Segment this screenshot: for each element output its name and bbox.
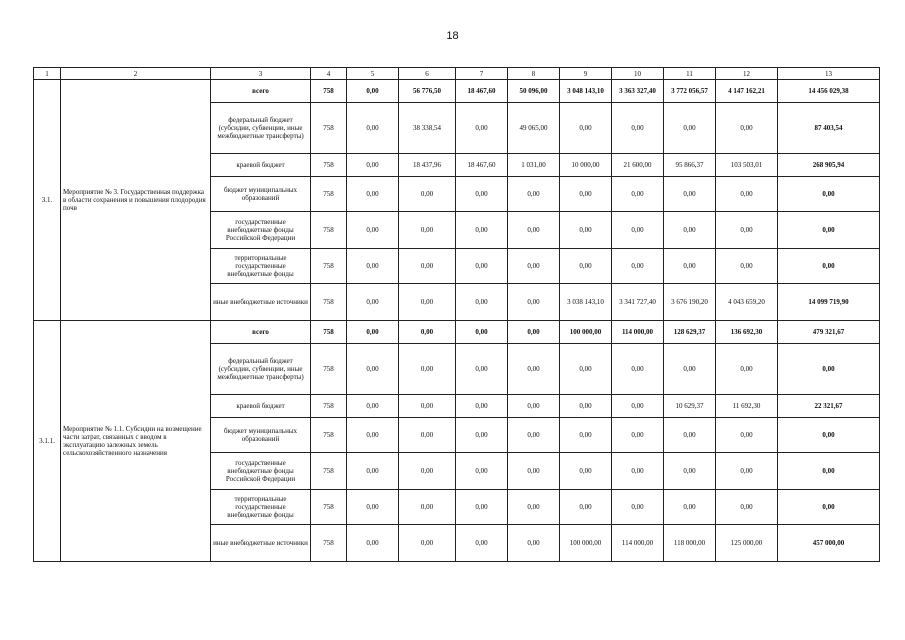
value-cell: 0,00 bbox=[560, 249, 612, 284]
value-cell: 1 031,00 bbox=[508, 154, 560, 177]
value-cell: 0,00 bbox=[347, 453, 399, 490]
total-cell: 22 321,67 bbox=[778, 395, 880, 418]
value-cell: 0,00 bbox=[399, 418, 456, 453]
value-cell: 0,00 bbox=[399, 395, 456, 418]
value-cell: 0,00 bbox=[508, 395, 560, 418]
budget-code: 758 bbox=[311, 80, 347, 103]
value-cell: 125 000,00 bbox=[716, 525, 778, 562]
funding-source: федеральный бюджет (субсидии, субвенции, иные межбюджетные трансферты) bbox=[211, 344, 311, 395]
value-cell: 18 467,60 bbox=[456, 80, 508, 103]
value-cell: 0,00 bbox=[508, 525, 560, 562]
value-cell: 0,00 bbox=[560, 177, 612, 212]
column-header: 8 bbox=[508, 68, 560, 80]
value-cell: 0,00 bbox=[347, 249, 399, 284]
column-header: 5 bbox=[347, 68, 399, 80]
value-cell: 3 772 056,57 bbox=[664, 80, 716, 103]
column-header: 3 bbox=[211, 68, 311, 80]
table-row bbox=[34, 321, 880, 344]
value-cell: 0,00 bbox=[664, 103, 716, 154]
value-cell: 0,00 bbox=[716, 103, 778, 154]
section-number: 3.1.1. bbox=[34, 321, 61, 562]
value-cell: 0,00 bbox=[508, 249, 560, 284]
funding-source: государственные внебюджетные фонды Российской Федерации bbox=[211, 212, 311, 249]
column-header: 7 bbox=[456, 68, 508, 80]
budget-code: 758 bbox=[311, 177, 347, 212]
funding-source: иные внебюджетные источники bbox=[211, 525, 311, 562]
column-header: 9 bbox=[560, 68, 612, 80]
value-cell: 0,00 bbox=[560, 418, 612, 453]
value-cell: 0,00 bbox=[399, 249, 456, 284]
total-cell: 0,00 bbox=[778, 249, 880, 284]
value-cell: 0,00 bbox=[560, 490, 612, 525]
value-cell: 0,00 bbox=[347, 321, 399, 344]
budget-code: 758 bbox=[311, 344, 347, 395]
value-cell: 0,00 bbox=[508, 177, 560, 212]
value-cell: 0,00 bbox=[399, 284, 456, 321]
value-cell: 11 692,30 bbox=[716, 395, 778, 418]
value-cell: 0,00 bbox=[347, 177, 399, 212]
budget-code: 758 bbox=[311, 490, 347, 525]
value-cell: 21 600,00 bbox=[612, 154, 664, 177]
value-cell: 95 866,37 bbox=[664, 154, 716, 177]
value-cell: 0,00 bbox=[399, 212, 456, 249]
funding-source: территориальные государственные внебюджетные фонды bbox=[211, 249, 311, 284]
value-cell: 0,00 bbox=[716, 344, 778, 395]
value-cell: 0,00 bbox=[716, 249, 778, 284]
value-cell: 18 437,96 bbox=[399, 154, 456, 177]
budget-code: 758 bbox=[311, 103, 347, 154]
value-cell: 0,00 bbox=[560, 212, 612, 249]
value-cell: 0,00 bbox=[664, 453, 716, 490]
funding-source: краевой бюджет bbox=[211, 395, 311, 418]
value-cell: 0,00 bbox=[716, 177, 778, 212]
value-cell: 0,00 bbox=[456, 344, 508, 395]
value-cell: 0,00 bbox=[347, 490, 399, 525]
total-cell: 479 321,67 bbox=[778, 321, 880, 344]
funding-source: территориальные государственные внебюджетные фонды bbox=[211, 490, 311, 525]
value-cell: 0,00 bbox=[508, 284, 560, 321]
total-cell: 0,00 bbox=[778, 453, 880, 490]
value-cell: 0,00 bbox=[664, 177, 716, 212]
section-name: Мероприятие № 3. Государственная поддержка в области сохранения и повышения плодородия почв bbox=[61, 80, 211, 321]
funding-source: иные внебюджетные источники bbox=[211, 284, 311, 321]
budget-code: 758 bbox=[311, 418, 347, 453]
section-name: Мероприятие № 1.1. Субсидии на возмещение части затрат, связанных с вводом в эксплуатацию залежных земель сельскохозяйственного назначения bbox=[61, 321, 211, 562]
column-header: 1 bbox=[34, 68, 61, 80]
table-row bbox=[34, 80, 880, 103]
value-cell: 0,00 bbox=[399, 453, 456, 490]
value-cell: 0,00 bbox=[716, 418, 778, 453]
value-cell: 0,00 bbox=[508, 490, 560, 525]
column-header: 12 bbox=[716, 68, 778, 80]
total-cell: 0,00 bbox=[778, 212, 880, 249]
funding-source: краевой бюджет bbox=[211, 154, 311, 177]
value-cell: 114 000,00 bbox=[612, 321, 664, 344]
value-cell: 0,00 bbox=[612, 344, 664, 395]
value-cell: 0,00 bbox=[716, 490, 778, 525]
value-cell: 0,00 bbox=[612, 212, 664, 249]
value-cell: 0,00 bbox=[508, 212, 560, 249]
total-cell: 87 403,54 bbox=[778, 103, 880, 154]
value-cell: 0,00 bbox=[347, 284, 399, 321]
value-cell: 0,00 bbox=[399, 321, 456, 344]
value-cell: 0,00 bbox=[664, 249, 716, 284]
value-cell: 10 000,00 bbox=[560, 154, 612, 177]
budget-code: 758 bbox=[311, 525, 347, 562]
value-cell: 0,00 bbox=[347, 212, 399, 249]
funding-source: государственные внебюджетные фонды Российской Федерации bbox=[211, 453, 311, 490]
value-cell: 0,00 bbox=[347, 80, 399, 103]
value-cell: 0,00 bbox=[612, 418, 664, 453]
value-cell: 0,00 bbox=[347, 395, 399, 418]
value-cell: 0,00 bbox=[347, 154, 399, 177]
total-cell: 14 456 029,38 bbox=[778, 80, 880, 103]
value-cell: 0,00 bbox=[456, 525, 508, 562]
funding-source: федеральный бюджет (субсидии, субвенции, иные межбюджетные трансферты) bbox=[211, 103, 311, 154]
value-cell: 0,00 bbox=[456, 177, 508, 212]
column-header: 11 bbox=[664, 68, 716, 80]
funding-source: всего bbox=[211, 321, 311, 344]
value-cell: 0,00 bbox=[612, 453, 664, 490]
value-cell: 0,00 bbox=[664, 490, 716, 525]
total-cell: 0,00 bbox=[778, 344, 880, 395]
value-cell: 0,00 bbox=[456, 395, 508, 418]
section-number: 3.1. bbox=[34, 80, 61, 321]
value-cell: 0,00 bbox=[456, 249, 508, 284]
value-cell: 0,00 bbox=[508, 321, 560, 344]
value-cell: 0,00 bbox=[456, 418, 508, 453]
total-cell: 0,00 bbox=[778, 177, 880, 212]
column-header: 10 bbox=[612, 68, 664, 80]
value-cell: 0,00 bbox=[399, 525, 456, 562]
budget-code: 758 bbox=[311, 212, 347, 249]
column-header: 13 bbox=[778, 68, 880, 80]
value-cell: 136 692,30 bbox=[716, 321, 778, 344]
funding-source: бюджет муниципальных образований bbox=[211, 177, 311, 212]
value-cell: 56 776,50 bbox=[399, 80, 456, 103]
value-cell: 103 503,01 bbox=[716, 154, 778, 177]
page-number: 18 bbox=[446, 30, 459, 42]
value-cell: 100 000,00 bbox=[560, 525, 612, 562]
budget-code: 758 bbox=[311, 284, 347, 321]
value-cell: 0,00 bbox=[456, 453, 508, 490]
budget-code: 758 bbox=[311, 249, 347, 284]
total-cell: 0,00 bbox=[778, 418, 880, 453]
value-cell: 0,00 bbox=[456, 321, 508, 344]
budget-code: 758 bbox=[311, 453, 347, 490]
value-cell: 3 048 143,10 bbox=[560, 80, 612, 103]
value-cell: 0,00 bbox=[716, 212, 778, 249]
funding-source: всего bbox=[211, 80, 311, 103]
value-cell: 0,00 bbox=[508, 418, 560, 453]
value-cell: 0,00 bbox=[456, 284, 508, 321]
column-header: 4 bbox=[311, 68, 347, 80]
value-cell: 0,00 bbox=[664, 418, 716, 453]
value-cell: 0,00 bbox=[560, 103, 612, 154]
value-cell: 0,00 bbox=[612, 249, 664, 284]
value-cell: 0,00 bbox=[399, 344, 456, 395]
value-cell: 0,00 bbox=[664, 212, 716, 249]
value-cell: 118 000,00 bbox=[664, 525, 716, 562]
value-cell: 3 341 727,40 bbox=[612, 284, 664, 321]
value-cell: 18 467,60 bbox=[456, 154, 508, 177]
value-cell: 0,00 bbox=[508, 344, 560, 395]
value-cell: 0,00 bbox=[456, 212, 508, 249]
value-cell: 0,00 bbox=[347, 418, 399, 453]
value-cell: 3 363 327,40 bbox=[612, 80, 664, 103]
value-cell: 100 000,00 bbox=[560, 321, 612, 344]
funding-source: бюджет муниципальных образований bbox=[211, 418, 311, 453]
value-cell: 0,00 bbox=[399, 490, 456, 525]
budget-code: 758 bbox=[311, 154, 347, 177]
value-cell: 0,00 bbox=[347, 103, 399, 154]
value-cell: 4 147 162,21 bbox=[716, 80, 778, 103]
value-cell: 0,00 bbox=[347, 525, 399, 562]
budget-code: 758 bbox=[311, 321, 347, 344]
value-cell: 49 065,00 bbox=[508, 103, 560, 154]
header-row bbox=[34, 68, 880, 80]
value-cell: 0,00 bbox=[664, 344, 716, 395]
value-cell: 3 676 190,20 bbox=[664, 284, 716, 321]
value-cell: 0,00 bbox=[560, 453, 612, 490]
value-cell: 38 338,54 bbox=[399, 103, 456, 154]
total-cell: 268 905,94 bbox=[778, 154, 880, 177]
total-cell: 14 099 719,90 bbox=[778, 284, 880, 321]
value-cell: 0,00 bbox=[612, 103, 664, 154]
value-cell: 0,00 bbox=[399, 177, 456, 212]
value-cell: 50 096,00 bbox=[508, 80, 560, 103]
total-cell: 0,00 bbox=[778, 490, 880, 525]
column-header: 6 bbox=[399, 68, 456, 80]
value-cell: 0,00 bbox=[456, 490, 508, 525]
value-cell: 128 629,37 bbox=[664, 321, 716, 344]
value-cell: 0,00 bbox=[560, 395, 612, 418]
value-cell: 10 629,37 bbox=[664, 395, 716, 418]
value-cell: 0,00 bbox=[508, 453, 560, 490]
budget-table bbox=[33, 67, 880, 562]
value-cell: 114 000,00 bbox=[612, 525, 664, 562]
value-cell: 0,00 bbox=[612, 177, 664, 212]
value-cell: 0,00 bbox=[716, 453, 778, 490]
value-cell: 0,00 bbox=[612, 395, 664, 418]
value-cell: 4 043 659,20 bbox=[716, 284, 778, 321]
value-cell: 0,00 bbox=[347, 344, 399, 395]
budget-code: 758 bbox=[311, 395, 347, 418]
value-cell: 0,00 bbox=[456, 103, 508, 154]
value-cell: 0,00 bbox=[560, 344, 612, 395]
total-cell: 457 000,00 bbox=[778, 525, 880, 562]
column-header: 2 bbox=[61, 68, 211, 80]
value-cell: 0,00 bbox=[612, 490, 664, 525]
value-cell: 3 038 143,10 bbox=[560, 284, 612, 321]
